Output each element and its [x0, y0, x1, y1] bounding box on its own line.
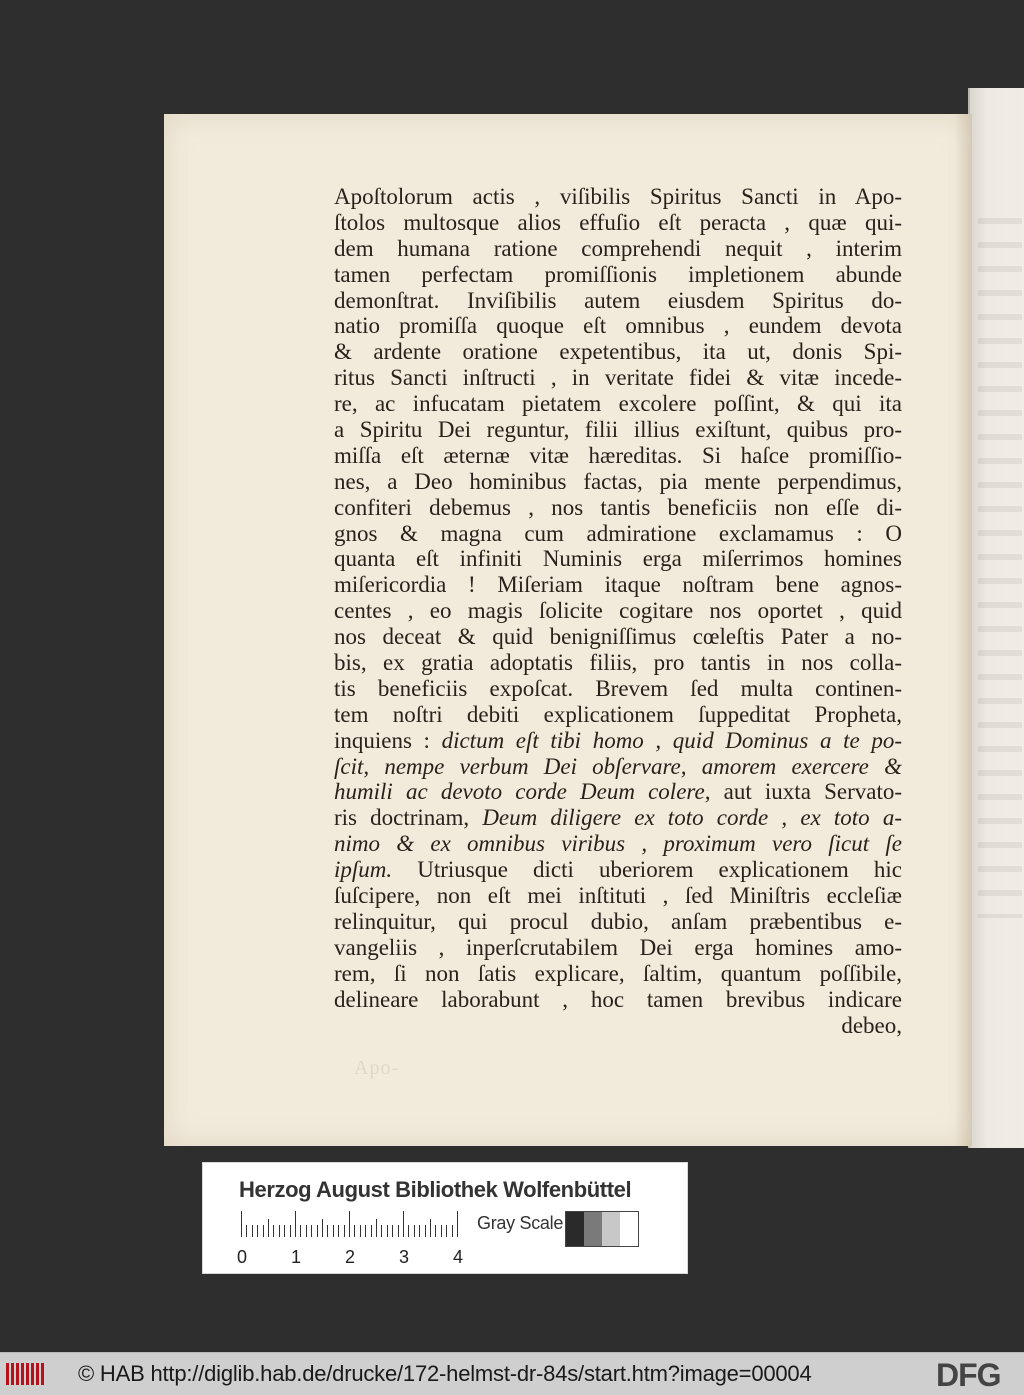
ruler	[241, 1211, 463, 1237]
text-line: ſcit, nempe verbum Dei obſervare, amorem exercere &	[334, 753, 902, 779]
text-line: demonſtrat. Inviſibilis autem eiusdem Spiritus do-	[334, 287, 902, 313]
ruler-tick	[306, 1225, 307, 1237]
ruler-tick	[392, 1225, 393, 1237]
ruler-tick	[295, 1211, 296, 1237]
gray-swatch	[584, 1212, 602, 1246]
ruler-tick	[452, 1225, 453, 1237]
color-reference-card	[202, 1162, 688, 1274]
ruler-number: 2	[345, 1247, 356, 1267]
ruler-tick	[419, 1225, 420, 1237]
ruler-tick	[327, 1225, 328, 1237]
text-line: tis beneficiis expoſcat. Brevem ſed multa continen-	[334, 675, 902, 701]
ruler-tick	[435, 1225, 436, 1237]
text-line: Apoſtolorum actis , viſibilis Spiritus Sancti in Apo-	[334, 184, 902, 209]
text-line: nos deceat & quid benigniſſimus cœleſtis Pater a no-	[334, 624, 902, 650]
ruler-tick	[371, 1225, 372, 1237]
book-page	[164, 114, 972, 1146]
text-line: humili ac devoto corde Deum colere, aut iuxta Servato-	[334, 779, 902, 805]
footer-url[interactable]: © HAB http://diglib.hab.de/drucke/172-helmst-dr-84s/start.htm?image=00004	[78, 1361, 812, 1386]
text-line: relinquitur, qui procul dubio, anſam præbentibus e-	[334, 908, 902, 934]
ruler-tick	[414, 1225, 415, 1237]
ruler-tick	[365, 1225, 366, 1237]
text-line: nimo & ex omnibus viribus , proximum vero ſicut ſe	[334, 831, 902, 857]
text-line: miſſa eſt æternæ vitæ hæreditas. Si haſce promiſſio-	[334, 442, 902, 468]
text-line: ipſum. Utriusque dicti uberiorem explicationem hic	[334, 857, 902, 883]
text-line: quanta eſt infiniti Numinis erga miſerrimos homines	[334, 546, 902, 572]
ruler-tick	[263, 1225, 264, 1237]
ruler-tick	[284, 1225, 285, 1237]
page-text	[334, 184, 902, 1038]
gray-swatch	[602, 1212, 620, 1246]
gray-swatch	[620, 1212, 638, 1246]
text-line: a Spiritu Dei reguntur, filii illius exiſtunt, quibus pro-	[334, 417, 902, 443]
ruler-tick	[311, 1225, 312, 1237]
ruler-tick	[279, 1225, 280, 1237]
text-line: ritus Sancti inſtructi , in veritate fidei & vitæ incede-	[334, 365, 902, 391]
bleed-through-text: Apo-	[354, 1057, 400, 1079]
text-line: miſericordia ! Miſeriam itaque noſtram bene agnos-	[334, 572, 902, 598]
text-line: tamen perfectam promiſſionis impletionem abunde	[334, 261, 902, 287]
text-line: vangeliis , inperſcrutabilem Dei erga homines amo-	[334, 934, 902, 960]
dfg-logo: DFG	[936, 1357, 1001, 1393]
text-line: ris doctrinam, Deum diligere ex toto corde , ex toto a-	[334, 805, 902, 831]
ruler-tick	[446, 1225, 447, 1237]
footer-bar	[0, 1352, 1024, 1395]
text-line: re, ac infucatam pietatem excolere poſſint, & qui ita	[334, 391, 902, 417]
ruler-tick	[241, 1211, 242, 1237]
text-line: ſuſcipere, non eſt mei inſtituti , ſed Miniſtris eccleſiæ	[334, 883, 902, 909]
text-line: centes , eo magis ſolicite cogitare nos oportet , quid	[334, 598, 902, 624]
ruler-tick	[252, 1225, 253, 1237]
text-line: dem humana ratione comprehendi nequit , interim	[334, 235, 902, 261]
ruler-number: 0	[237, 1247, 248, 1267]
hab-logo-icon	[6, 1361, 46, 1387]
ruler-tick	[403, 1211, 404, 1237]
ruler-tick	[457, 1211, 458, 1237]
text-line: nes, a Deo hominibus factas, pia mente perpendimus,	[334, 468, 902, 494]
text-line: rem, ſi non ſatis explicare, ſaltim, quantum poſſibile,	[334, 960, 902, 986]
ruler-tick	[354, 1225, 355, 1237]
gray-swatch	[566, 1212, 584, 1246]
ruler-tick	[381, 1225, 382, 1237]
ruler-tick	[273, 1225, 274, 1237]
ruler-tick	[300, 1225, 301, 1237]
ruler-tick	[344, 1225, 345, 1237]
ruler-number: 1	[291, 1247, 302, 1267]
ruler-tick	[430, 1219, 431, 1237]
ruler-number: 3	[399, 1247, 410, 1267]
ruler-number: 4	[453, 1247, 464, 1267]
text-line: bis, ex gratia adoptatis filiis, pro tantis in nos colla-	[334, 650, 902, 676]
ruler-tick	[376, 1219, 377, 1237]
text-line: debeo,	[841, 1012, 902, 1038]
text-line: tem noſtri debiti explicationem ſuppeditat Propheta,	[334, 701, 902, 727]
text-line: delineare laborabunt , hoc tamen brevibus indicare	[334, 986, 902, 1012]
ruler-tick	[441, 1225, 442, 1237]
ruler-tick	[408, 1225, 409, 1237]
ruler-tick	[338, 1225, 339, 1237]
text-line: inquiens : dictum eſt tibi homo , quid Dominus a te po-	[334, 727, 902, 753]
ruler-tick	[268, 1219, 269, 1237]
ruler-tick	[246, 1225, 247, 1237]
ruler-tick	[317, 1225, 318, 1237]
ruler-tick	[398, 1225, 399, 1237]
text-line: natio promiſſa quoque eſt omnibus , eundem devota	[334, 313, 902, 339]
card-title: Herzog August Bibliothek Wolfenbüttel	[239, 1177, 632, 1202]
adjacent-page-edge	[968, 88, 1024, 1148]
ruler-labels	[237, 1247, 477, 1267]
text-line: confiteri debemus , nos tantis beneficiis non eſſe di-	[334, 494, 902, 520]
ruler-tick	[322, 1219, 323, 1237]
ruler-tick	[290, 1225, 291, 1237]
gray-scale-swatches	[565, 1211, 639, 1247]
ruler-tick	[349, 1211, 350, 1237]
ruler-tick	[425, 1225, 426, 1237]
text-line: gnos & magna cum admiratione exclamamus : O	[334, 520, 902, 546]
text-line: & ardente oratione expetentibus, ita ut, donis Spi-	[334, 339, 902, 365]
gray-scale-label: Gray Scale	[477, 1213, 564, 1233]
ruler-tick	[257, 1225, 258, 1237]
ruler-tick	[333, 1225, 334, 1237]
text-line: ſtolos multosque alios effuſio eſt peracta , quæ qui-	[334, 209, 902, 235]
ruler-tick	[387, 1225, 388, 1237]
ruler-tick	[360, 1225, 361, 1237]
